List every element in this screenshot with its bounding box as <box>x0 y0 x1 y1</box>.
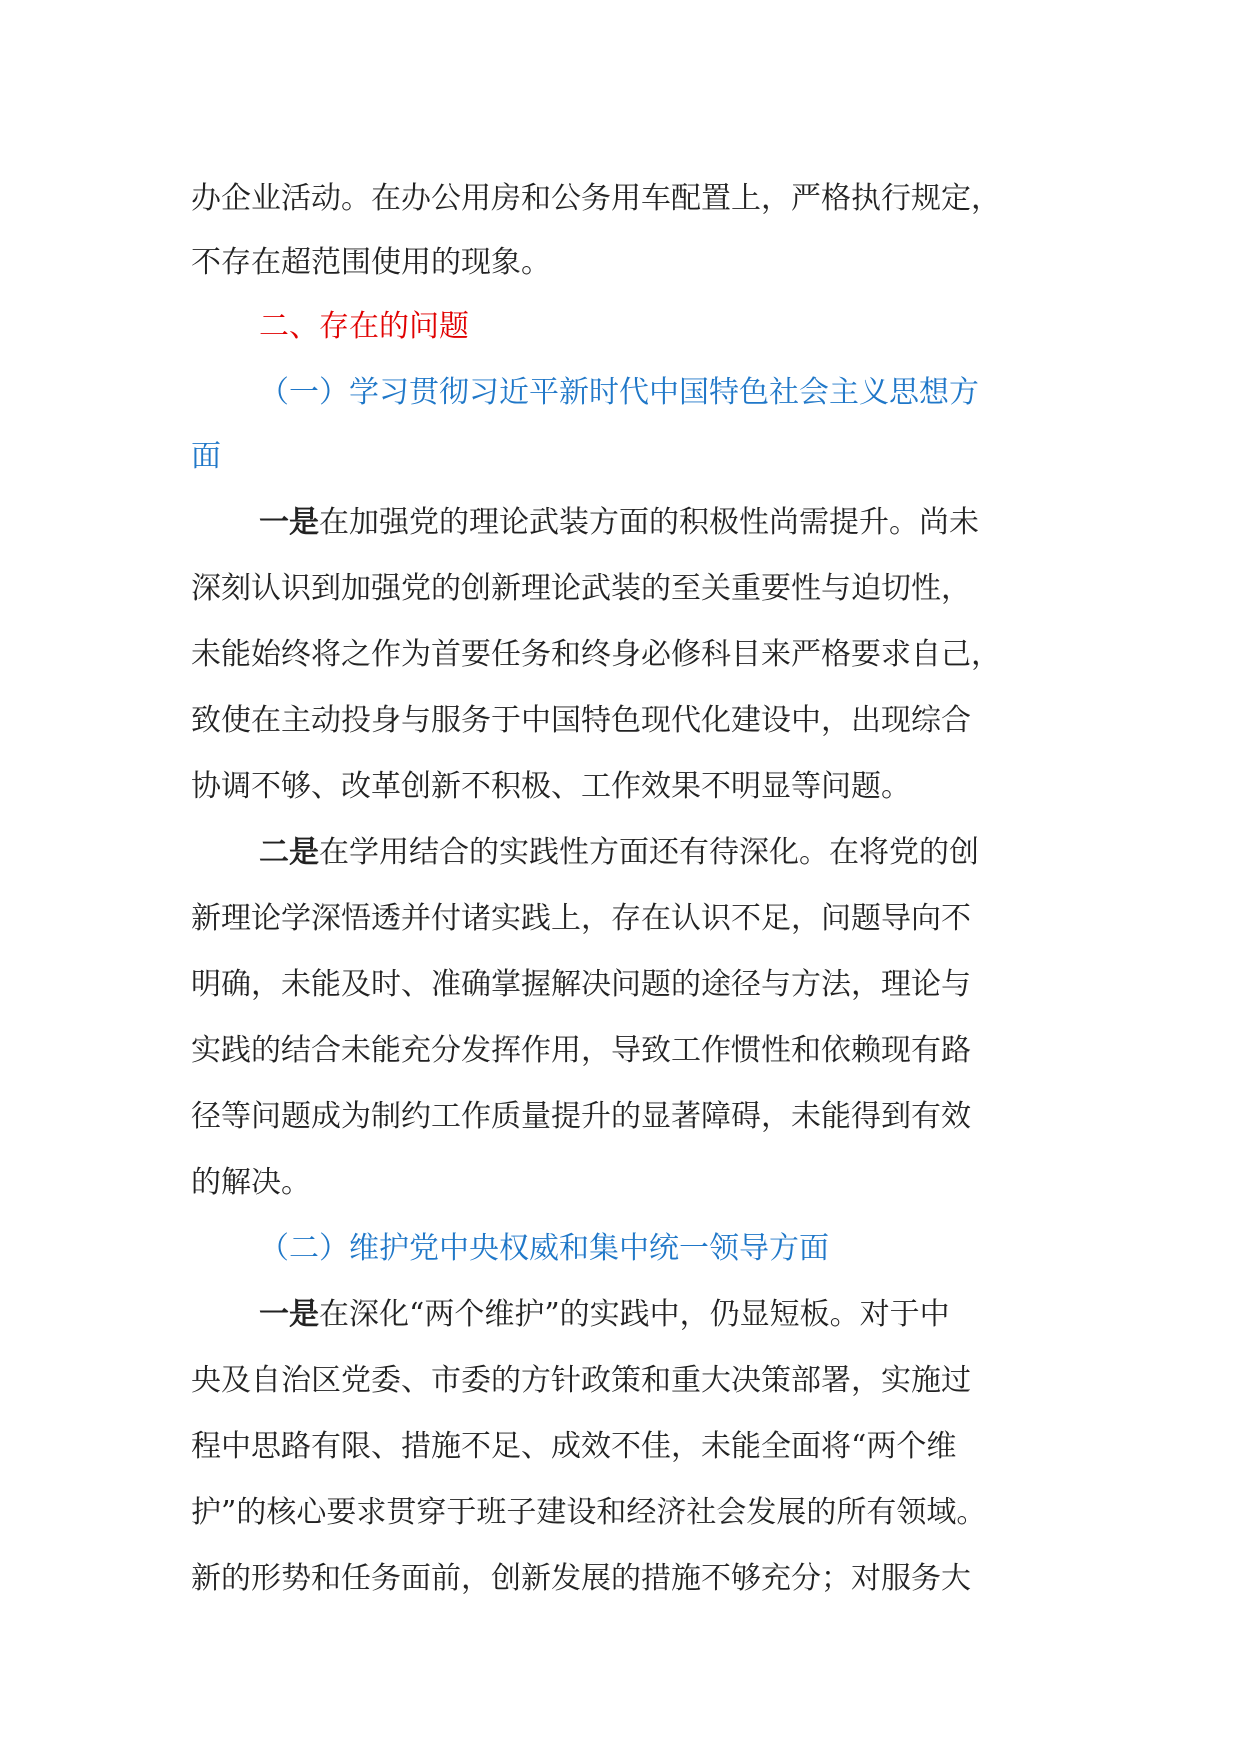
body-line <box>259 1295 950 1335</box>
body-line <box>259 833 979 873</box>
item-text: 在学用结合的实践性方面还有待深化。在将党的创 <box>319 835 979 870</box>
section-heading: 二、存在的问题 <box>259 309 469 344</box>
body-line: 新理论学深悟透并付诸实践上，存在认识不足，问题导向不 <box>191 901 971 936</box>
item-lead: 二是 <box>259 835 319 870</box>
body-line: 未能始终将之作为首要任务和终身必修科目来严格要求自己， <box>191 637 1001 672</box>
subsection-heading: （二）维护党中央权威和集中统一领导方面 <box>259 1231 829 1266</box>
body-line: 径等问题成为制约工作质量提升的显著障碍，未能得到有效 <box>191 1099 971 1134</box>
body-line <box>259 503 979 543</box>
body-line: 深刻认识到加强党的创新理论武装的至关重要性与迫切性， <box>191 571 971 606</box>
body-line: 央及自治区党委、市委的方针政策和重大决策部署，实施过 <box>191 1363 971 1398</box>
body-line: 不存在超范围使用的现象。 <box>191 245 551 280</box>
subsection-heading-line: （一）学习贯彻习近平新时代中国特色社会主义思想方 <box>259 375 979 410</box>
item-lead: 一是 <box>259 505 319 540</box>
body-line: 实践的结合未能充分发挥作用，导致工作惯性和依赖现有路 <box>191 1033 971 1068</box>
subsection-heading-line: 面 <box>191 439 221 474</box>
item-text: 在深化“两个维护”的实践中，仍显短板。对于中 <box>319 1297 950 1332</box>
body-line: 的解决。 <box>191 1165 311 1200</box>
body-line: 办企业活动。在办公用房和公务用车配置上，严格执行规定， <box>191 181 1001 216</box>
item-lead: 一是 <box>259 1297 319 1332</box>
body-line: 致使在主动投身与服务于中国特色现代化建设中，出现综合 <box>191 703 971 738</box>
body-line: 程中思路有限、措施不足、成效不佳，未能全面将“两个维 <box>191 1429 957 1464</box>
body-line: 协调不够、改革创新不积极、工作效果不明显等问题。 <box>191 769 911 804</box>
body-line: 明确，未能及时、准确掌握解决问题的途径与方法，理论与 <box>191 967 971 1002</box>
body-line: 护”的核心要求贯穿于班子建设和经济社会发展的所有领域。 <box>191 1495 987 1530</box>
body-line: 新的形势和任务面前，创新发展的措施不够充分；对服务大 <box>191 1561 971 1596</box>
item-text: 在加强党的理论武装方面的积极性尚需提升。尚未 <box>319 505 979 540</box>
